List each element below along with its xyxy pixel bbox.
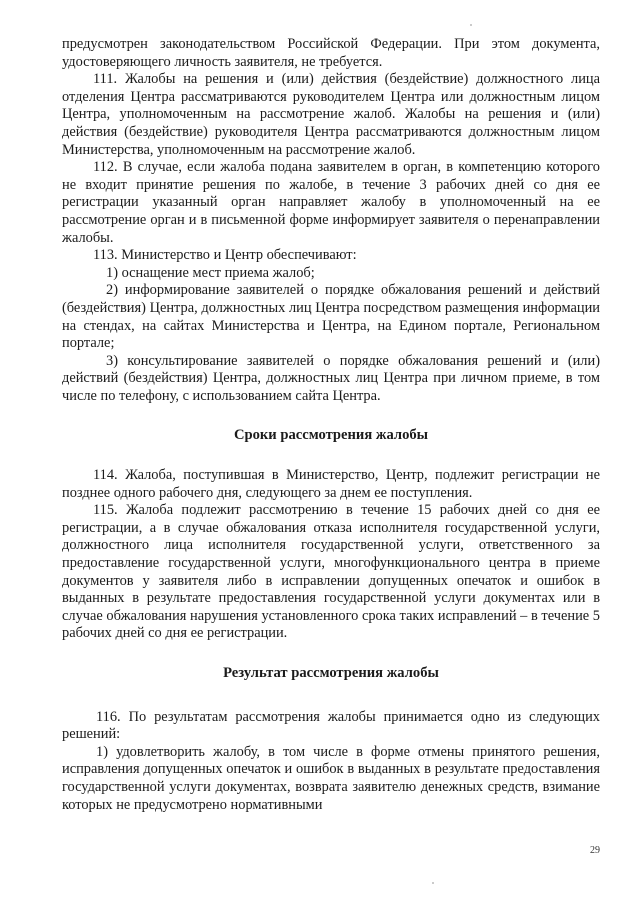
paragraph-114: 114. Жалоба, поступившая в Министерство, Центр, подлежит регистрации не позднее одного рабочего дня, следующего за днем ее поступления. <box>62 467 600 501</box>
list-item-2: 2) информирование заявителей о порядке обжалования решений и действий (бездействия) Центра, должностных лиц Центра посредством размещения информации на стендах, на сайтах Министерства и Центра, на Едином портале, Региональном портале; <box>62 282 600 352</box>
scan-speck <box>470 24 472 26</box>
page-body <box>62 36 600 814</box>
list-item-1: 1) оснащение мест приема жалоб; <box>106 264 315 281</box>
section-heading-review-result: Результат рассмотрения жалобы <box>223 665 439 681</box>
list-item-result-1: 1) удовлетворить жалобу, в том числе в форме отмены принятого решения, исправления допущенных опечаток и ошибок в выданных в результате предоставления государственной услуги документах, возврата заявителю денежных средств, взимание которых не предусмотрено нормативными <box>62 743 600 813</box>
page-number: 29 <box>590 845 600 856</box>
paragraph-116: 116. По результатам рассмотрения жалобы принимается одно из следующих решений: <box>62 708 600 743</box>
paragraph-113: 113. Министерство и Центр обеспечивают: <box>93 247 357 264</box>
scan-speck <box>432 882 434 884</box>
list-item-3: 3) консультирование заявителей о порядке обжалования решений и (или) действий (бездействия) Центра, должностных лиц Центра при личном приеме, в том числе по телефону, с использованием сайта Центра. <box>62 352 600 404</box>
paragraph-112: 112. В случае, если жалоба подана заявителем в орган, в компетенцию которого не входит принятие решения по жалобе, в течение 3 рабочих дней со дня ее регистрации указанный орган направляет жалобу в уполномоченный на ее рассмотрение орган и в письменной форме информирует заявителя о перенаправлении жалобы. <box>62 159 600 246</box>
section-heading-review-terms: Сроки рассмотрения жалобы <box>233 427 429 444</box>
paragraph-111: 111. Жалобы на решения и (или) действия (бездействие) должностного лица отделения Центра рассматриваются руководителем Центра или должностным лицом Центра, уполномоченным на рассмотрение жалоб. Жалобы на решения и (или) действия (бездействие) руководителя Центра рассматриваются должностным лицом Министерства, уполномоченным на рассмотрение жалоб. <box>62 71 600 158</box>
paragraph-115: 115. Жалоба подлежит рассмотрению в течение 15 рабочих дней со дня ее регистрации, а в случае обжалования отказа исполнителя государственной услуги, должностного лица исполнителя государственной услуги, ответственного за предоставление государственной услуги, многофункционального центра в приеме документов у заявителя либо в исправлении допущенных опечаток и ошибок в выданных в результате предоставления государственной услуги документах или в случае обжалования нарушения установленного срока таких исправлений – в течение 5 рабочих дней со дня ее регистрации. <box>62 502 600 642</box>
paragraph-continuation: предусмотрен законодательством Российской Федерации. При этом документа, удостоверяющего личность заявителя, не требуется. <box>62 36 600 70</box>
